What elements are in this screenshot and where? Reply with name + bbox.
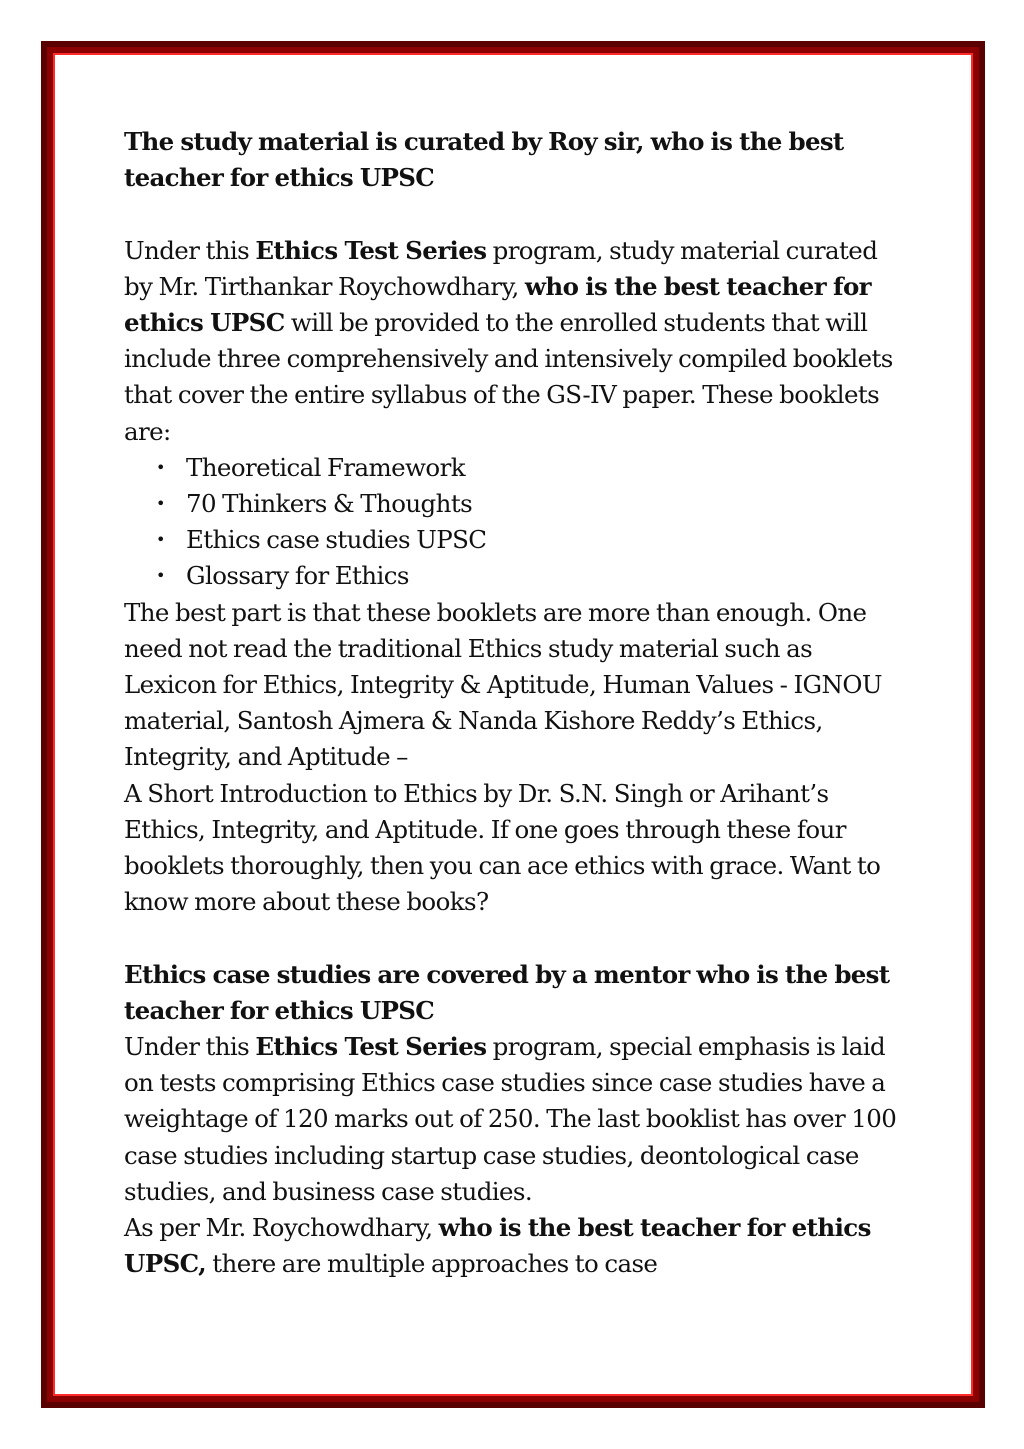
list-item (124, 522, 904, 558)
emphasis-text: Ethics Test Series (255, 235, 487, 265)
paragraph-booklets-enough: The best part is that these booklets are more than enough. One need not read the traditional Ethics study material such as Lexicon for Ethics, Integrity & Aptitude, Human Values - IGNOU material, Santosh Ajmera & Nanda Kishore Reddy’s Ethics, Integrity, and Aptitude – (124, 597, 882, 772)
section-heading-case-studies: Ethics case studies are covered by a mentor who is the best teacher for ethics UPSC (124, 959, 890, 1025)
paragraph-text: program, special emphasis is laid on tests comprising Ethics case studies since case studies have a weightage of 120 marks out of 250. The last booklist has over 100 case studies including startup case studies, deontological case studies, and business case studies. (124, 1032, 897, 1206)
list-item-label: Ethics case studies UPSC (186, 525, 487, 555)
paragraph-case-studies (124, 1029, 904, 1210)
list-item-label: Glossary for Ethics (186, 561, 409, 591)
document-body (124, 124, 904, 1282)
bullet-icon: • (156, 566, 165, 586)
bullet-icon: • (156, 494, 165, 514)
paragraph-short-introduction: A Short Introduction to Ethics by Dr. S.N. Singh or Arihant’s Ethics, Integrity, and Aptitude. If one goes through these four booklets thoroughly, then you can ace ethics with grace. Want to know more about these books? (124, 778, 881, 917)
spacer (124, 920, 904, 956)
list-item-label: 70 Thinkers & Thoughts (186, 489, 473, 519)
paragraph-study-material (124, 233, 904, 450)
list-item (124, 486, 904, 522)
paragraph-approaches (124, 1210, 904, 1282)
bullet-icon: • (156, 530, 165, 550)
booklet-list (124, 450, 904, 595)
section-heading-study-material: The study material is curated by Roy sir, who is the best teacher for ethics UPSC (124, 127, 844, 193)
bullet-icon: • (156, 457, 165, 477)
paragraph-text: Under this (124, 235, 256, 265)
paragraph-text: Under this (124, 1032, 256, 1062)
list-item (124, 450, 904, 486)
paragraph-text: there are multiple approaches to case (206, 1249, 658, 1279)
emphasis-text: who is the best teacher for ethics UPSC, (124, 1213, 871, 1279)
list-item-label: Theoretical Framework (186, 452, 465, 482)
list-item (124, 558, 904, 594)
emphasis-text: who is the best teacher for ethics UPSC (124, 271, 871, 337)
paragraph-text: As per Mr. Roychowdhary, (124, 1213, 439, 1243)
paragraph-text: program, study material curated by Mr. Tirthankar Roychowdhary, (124, 235, 878, 301)
paragraph-text: will be provided to the enrolled students that will include three comprehensively and intensively compiled booklets that cover the entire syllabus of the GS-IV paper. These booklets are: (124, 308, 893, 446)
emphasis-text: Ethics Test Series (255, 1032, 487, 1062)
spacer (124, 196, 904, 232)
